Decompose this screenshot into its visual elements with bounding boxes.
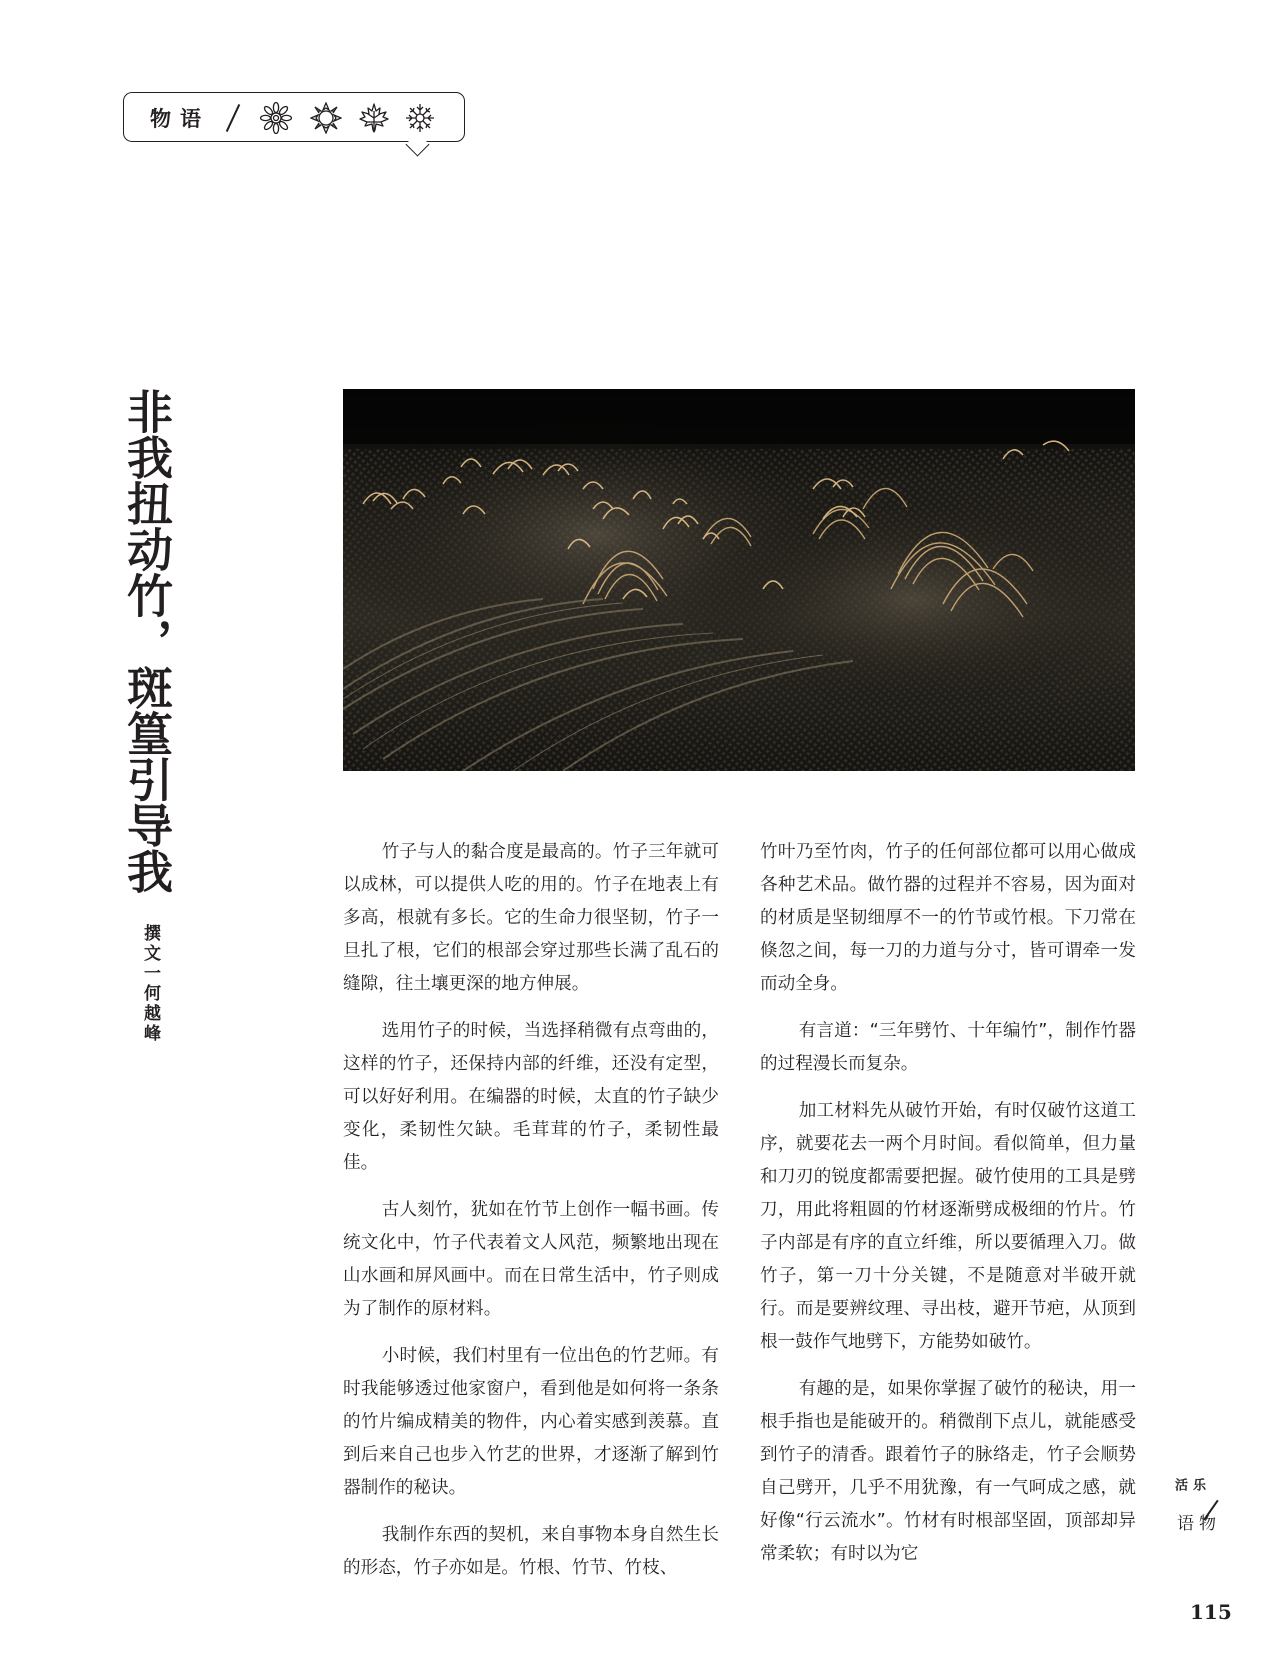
paragraph: 有趣的是，如果你掌握了破竹的秘诀，用一根手指也是能破开的。稍微削下点儿，就能感受到竹子的清香。跟着竹子的脉络走，竹子会顺势自己劈开，几乎不用犹豫，有一气呵成之感，就好像“行云流水”。竹材有时根部坚固，顶部却异常柔软；有时以为它 xyxy=(760,1379,1136,1564)
paragraph: 选用竹子的时候，当选择稍微有点弯曲的，这样的竹子，还保持内部的纤维，还没有定型，可以好好利用。在编器的时候，太直的竹子缺少变化，柔韧性欠缺。毛茸茸的竹子，柔韧性最佳。 xyxy=(343,1021,719,1173)
article-title: 非我扭动竹，斑篁引导我 xyxy=(120,388,174,894)
tag-divider xyxy=(226,104,240,132)
folio-section-name: 物语 xyxy=(1173,1514,1215,1532)
paragraph: 有言道：“三年劈竹、十年编竹”，制作竹器的过程漫长而复杂。 xyxy=(760,1021,1136,1074)
sun-icon xyxy=(310,102,342,134)
paragraph: 竹叶乃至竹肉，竹子的任何部位都可以用心做成各种艺术品。做竹器的过程并不容易，因为面对的材质是坚韧细厚不一的竹节或竹根。下刀常在倏忽之间，每一刀的力道与分寸，皆可谓牵一发而动全身。 xyxy=(760,842,1136,994)
section-label: 物语 xyxy=(150,106,210,131)
body-column-left xyxy=(343,836,719,1599)
sunflower-icon xyxy=(260,102,292,134)
section-tag xyxy=(123,92,465,142)
byline: 撰文一何越峰 xyxy=(140,924,160,1044)
bamboo-weaving-photo xyxy=(343,389,1135,771)
paragraph: 加工材料先从破竹开始，有时仅破竹这道工序，就要花去一两个月时间。看似简单，但力量和刀刃的锐度都需要把握。破竹使用的工具是劈刀，用此将粗圆的竹材逐渐劈成极细的竹片。竹子内部是有序的直立纤维，所以要循理入刀。做竹子，第一刀十分关键，不是随意对半破开就行。而是要辨纹理、寻出枝，避开节疤，从顶到根一鼓作气地劈下，方能势如破竹。 xyxy=(760,1101,1136,1352)
body-column-right xyxy=(760,836,1136,1585)
folio-brand: 乐活 xyxy=(1172,1478,1205,1491)
snowflake-icon xyxy=(404,102,436,134)
paragraph: 竹子与人的黏合度是最高的。竹子三年就可以成林，可以提供人吃的用的。竹子在地表上有多高，根就有多长。它的生命力很坚韧，竹子一旦扎了根，它们的根部会穿过那些长满了乱石的缝隙，往土壤更深的地方伸展。 xyxy=(343,842,719,994)
paragraph: 我制作东西的契机，来自事物本身自然生长的形态，竹子亦如是。竹根、竹节、竹枝、 xyxy=(343,1525,719,1578)
maple-leaf-icon xyxy=(358,102,390,134)
paragraph: 古人刻竹，犹如在竹节上创作一幅书画。传统文化中，竹子代表着文人风范，频繁地出现在山水画和屏风画中。而在日常生活中，竹子则成为了制作的原材料。 xyxy=(343,1200,719,1319)
page-number: 115 xyxy=(1190,1600,1232,1624)
paragraph: 小时候，我们村里有一位出色的竹艺师。有时我能够透过他家窗户，看到他是如何将一条条的竹片编成精美的物件，内心着实感到羡慕。直到后来自己也步入竹艺的世界，才逐渐了解到竹器制作的秘诀。 xyxy=(343,1346,719,1498)
